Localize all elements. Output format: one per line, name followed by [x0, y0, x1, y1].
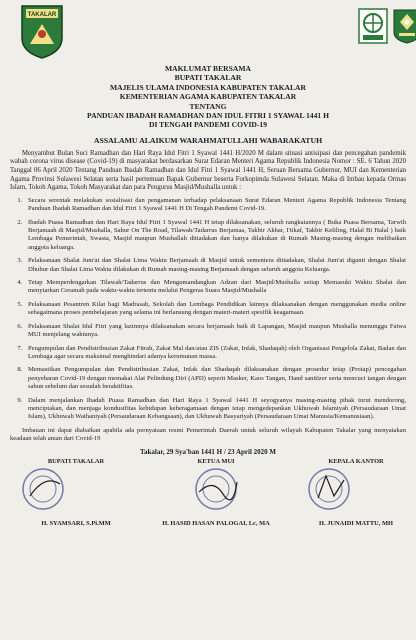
closing-paragraph: Imbauan ini dapat diabaikan apabila ada pernyataan resmi Pemerintah Daerah untuk seluruh wilayah Kabupaten Takalar yang menyatakan keadaan telah aman dari Covid-19 — [10, 426, 406, 443]
mui-logo — [358, 8, 388, 44]
signature-bupati — [16, 457, 136, 527]
list-item: 1. Secara serentak melakukan sosialisasi dan pengamanan terhadap pelaksanaan Surat Edaran Menteri Agama Republik Indonesia Tentang Panduan Ibadah Ramadhan dan Idul Fitri 1 Syawal 1441 H Di Tengah Pandemi Covid-19. — [24, 197, 406, 214]
list-item: 5. Pelaksanaan Pesantren Kilat bagi Madrasah, Sekolah dan Lembaga Pendidikan lainnya dilaksanakan dengan menggunakan media online sebagaimana proses pembelajaran yang selama ini berlansung dengan materi-materi spesifik keagamaan. — [24, 301, 406, 318]
signing-date: Takalar, 29 Sya'ban 1441 H / 23 April 2020 M — [139, 447, 276, 456]
official-stamp-icon — [20, 466, 66, 512]
signature-block — [10, 458, 406, 536]
list-item: 7. Pengumpulan dan Pendistribusian Zakat Fitrah, Zakat Mal dan/atau ZIS (Zakat, Infak, Shadaqah) oleh Organisasi Pengelola Zakat, Badan dan Lembaga agar secara maksimal menghindari adanya kerumunan massa. — [24, 345, 406, 362]
signature-title: KETUA MUI — [197, 457, 235, 465]
list-item: 9. Dalam menjalankan Ibadah Puasa Ramadhan dan Hari Raya 1 Syawal 1441 H seyogyanya masing-masing pihak turut mendorong, menciptakan, dan menjaga kondusifitas kehidupan keberagamaan dengan tetap mengedepankan Ukhuwah Islamiyah (Persaudaraan Umat Islam), Ukhuwah Wathaniyah (Persaudaraan Kebangsaan), dan Ukhuwah Basyariyah (Persaudaraan Umat Manusia/Kemanusiaan). — [24, 397, 406, 422]
heading-line: DI TENGAH PANDEMI COVID-19 — [148, 120, 268, 130]
signature-name: H. SYAMSARI, S.Pi.MM — [41, 519, 111, 527]
takalar-emblem-logo — [18, 4, 66, 60]
signature-title: KEPALA KANTOR — [328, 457, 384, 465]
list-item: 4. Tetap Memperdengarkan Tilawah/Tadarrus dan Mengumandangkan Adzan dari Masjid/Mushalla setiap Memasuki Waktu Shalat dan menyiarkan Ceramah pada waktu-waktu tertentu melalui Pengeras Suara Masjid/Mushalla — [24, 279, 406, 296]
logo-row — [10, 0, 406, 64]
heading-line: KEMENTERIAN AGAMA KABUPATEN TAKALAR — [119, 92, 297, 102]
signature-mui — [156, 457, 276, 527]
heading-line: TENTANG — [189, 101, 227, 111]
heading-line: MAKLUMAT BERSAMA — [165, 64, 251, 73]
official-stamp-icon — [193, 466, 239, 512]
list-item: 3. Pelaksanaan Shalat Jum'at dan Shalat Lima Waktu Berjamaah di Masjid untuk sementera ditiadakan, Shalat Jum'at diganti dengan Shalat Dhuhur dan Shalat Lima Waktu dilakukan di Rumah masing-masing Berjamaah dengan seluruh anggota Keluarga. — [24, 257, 406, 274]
list-item: 6. Pelaksanaan Shalat Idul Fitri yang lazimnya dilaksanakan secara berjamaah baik di Lapangan, Masjid maupun Mushalla menunggu Fatwa MUI menjelang waktunya. — [24, 323, 406, 340]
kemenag-logo — [392, 8, 416, 44]
signature-name: H. HASID HASAN PALOGAI, Lc, MA — [162, 519, 270, 527]
intro-paragraph: Menyambut Bulan Suci Ramadhan dan Hari Raya Idul Fitri 1 Syawal 1441 H/2020 M dalam situasi antisipasi dan pencegahan pandemik wabah corona virus disease (Covid-19) di masyarakat berdasarkan Surat Edaran Menteri Agama Republik Indonesia Nomor : SE. 6 Tahun 2020 Tanggal 06 April 2020 Tentang Panduan Ibadah Ramadhan dan Idul Fitri 1 Syawal 1441 H, Seruan Bersama Gubernur, MUI dan Kementerian Agama Provinsi Sulawesi Selatan serta hasil pertemuan Bapak Gubernur beserta Forkopimda Sulawesi Selatan. Maka di Imbau kepada Ormas Islam, Tokoh Agama, Tokoh Masyarakat dan para Pengurus Masjid/Mushalla untuk : — [10, 149, 406, 192]
heading-line: MAJELIS ULAMA INDONESIA KABUPATEN TAKALAR — [109, 82, 307, 92]
heading-line: PANDUAN IBADAH RAMADHAN DAN IDUL FITRI 1 SYAWAL 1441 H — [87, 111, 329, 121]
greeting: ASSALAMU ALAIKUM WARAHMATULLAHI WABARAKATUH — [93, 135, 323, 145]
signature-kemenag — [296, 457, 416, 527]
signature-title: BUPATI TAKALAR — [47, 457, 105, 465]
official-stamp-icon — [306, 466, 352, 512]
list-item: 8. Memastikan Pengumpulan dan Pendistribusian Zakat, Infak dan Shadaqah dilaksanakan dengan prosedur tetap (Protap) pencegahan penyebaran Covid-19 dengan memakai Alat Pelindung Diri (APD) seperti Masker, Kaos Tangan, Hand sanitizer serta mencuci tangan dengan sabun sebelum dan sesudah berakitfitas. — [24, 366, 406, 391]
logo-text: TAKALAR — [27, 12, 57, 18]
instruction-list — [10, 197, 406, 422]
document-heading — [10, 64, 406, 130]
heading-line: BUPATI TAKALAR — [174, 73, 242, 83]
signature-name: H. JUNAIDI MATTU, MH — [319, 519, 393, 527]
list-item: 2. Ibadah Puasa Ramadhan dan Hari Raya Idul Fitri 1 Syawal 1441 H tetap dilaksanakan, seluruh rangkaiannya ( Buka Puasa Bersama, Tarwih Berjamaah di Masjid/Mushalla, Sahur On The Road, Tilawah/Tadarrus Berjamaa, Takbir Akbar, I'tikaf, Takbir Keliling, Halal Bi Halal ) baik Lembaga Pemerintah, Swasta, Masjid maupun Mushallah ditiadakan dan hanya dilakukan di Rumah Masing-masing dengan melibatkan anggota keluarga. — [24, 219, 406, 253]
